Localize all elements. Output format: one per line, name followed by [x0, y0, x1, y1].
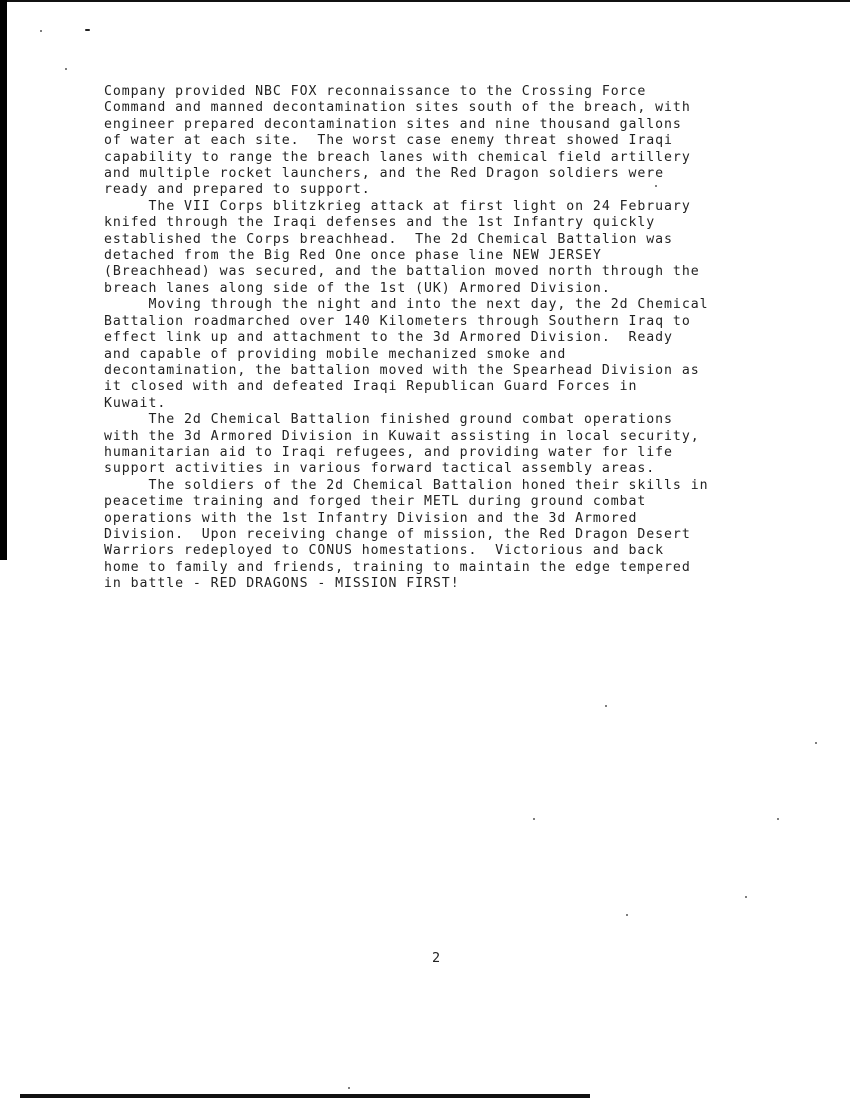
scan-left-edge	[0, 0, 7, 560]
text-line: it closed with and defeated Iraqi Republican Guard Forces in	[104, 379, 638, 395]
text-line: humanitarian aid to Iraqi refugees, and providing water for life	[104, 444, 673, 460]
scan-speck	[40, 30, 42, 32]
text-line: Division. Upon receiving change of mission, the Red Dragon Desert	[104, 526, 691, 542]
scan-top-rule	[0, 0, 850, 2]
text-line: capability to range the breach lanes with chemical field artillery	[104, 149, 691, 165]
text-line: effect link up and attachment to the 3d Armored Division. Ready	[104, 330, 673, 346]
text-line: The 2d Chemical Battalion finished ground combat operations	[104, 412, 673, 428]
scan-speck	[348, 1087, 350, 1089]
text-line: The VII Corps blitzkrieg attack at first light on 24 February	[104, 198, 691, 214]
scan-speck	[815, 742, 817, 744]
text-line: breach lanes along side of the 1st (UK) Armored Division.	[104, 280, 611, 296]
text-line: support activities in various forward tactical assembly areas.	[104, 461, 656, 477]
text-line: of water at each site. The worst case enemy threat showed Iraqi	[104, 133, 673, 149]
text-line: Kuwait.	[104, 395, 167, 411]
text-line: home to family and friends, training to maintain the edge tempered	[104, 559, 691, 575]
scan-speck	[65, 68, 67, 70]
scan-speck	[626, 914, 628, 916]
scan-speck	[533, 818, 535, 820]
scan-speck	[605, 705, 607, 707]
body-text	[104, 84, 794, 593]
text-line: ready and prepared to support.	[104, 182, 371, 198]
text-line: (Breachhead) was secured, and the battalion moved north through the	[104, 264, 700, 280]
scan-speck	[85, 29, 90, 31]
text-line: decontamination, the battalion moved with the Spearhead Division as	[104, 362, 700, 378]
scan-bottom-rule	[20, 1094, 590, 1098]
text-line: in battle - RED DRAGONS - MISSION FIRST!	[104, 576, 460, 592]
text-line: Warriors redeployed to CONUS homestations. Victorious and back	[104, 543, 665, 559]
page-number: 2	[432, 950, 441, 966]
text-line: Command and manned decontamination sites south of the breach, with	[104, 100, 691, 116]
text-line: engineer prepared decontamination sites and nine thousand gallons	[104, 116, 682, 132]
text-line: detached from the Big Red One once phase line NEW JERSEY	[104, 248, 602, 264]
text-line: peacetime training and forged their METL during ground combat	[104, 494, 647, 510]
scan-speck	[745, 896, 747, 898]
text-line: with the 3d Armored Division in Kuwait assisting in local security,	[104, 428, 700, 444]
text-line: knifed through the Iraqi defenses and the 1st Infantry quickly	[104, 215, 656, 231]
text-line: Moving through the night and into the next day, the 2d Chemical	[104, 297, 709, 313]
text-line: The soldiers of the 2d Chemical Battalion honed their skills in	[104, 477, 709, 493]
text-line: Battalion roadmarched over 140 Kilometers through Southern Iraq to	[104, 313, 691, 329]
scan-speck	[777, 818, 779, 820]
text-line: established the Corps breachhead. The 2d Chemical Battalion was	[104, 231, 673, 247]
text-line: Company provided NBC FOX reconnaissance to the Crossing Force	[104, 84, 647, 99]
text-line: and multiple rocket launchers, and the Red Dragon soldiers were	[104, 166, 665, 182]
text-line: operations with the 1st Infantry Division and the 3d Armored	[104, 510, 638, 526]
text-line: and capable of providing mobile mechanized smoke and	[104, 346, 567, 362]
